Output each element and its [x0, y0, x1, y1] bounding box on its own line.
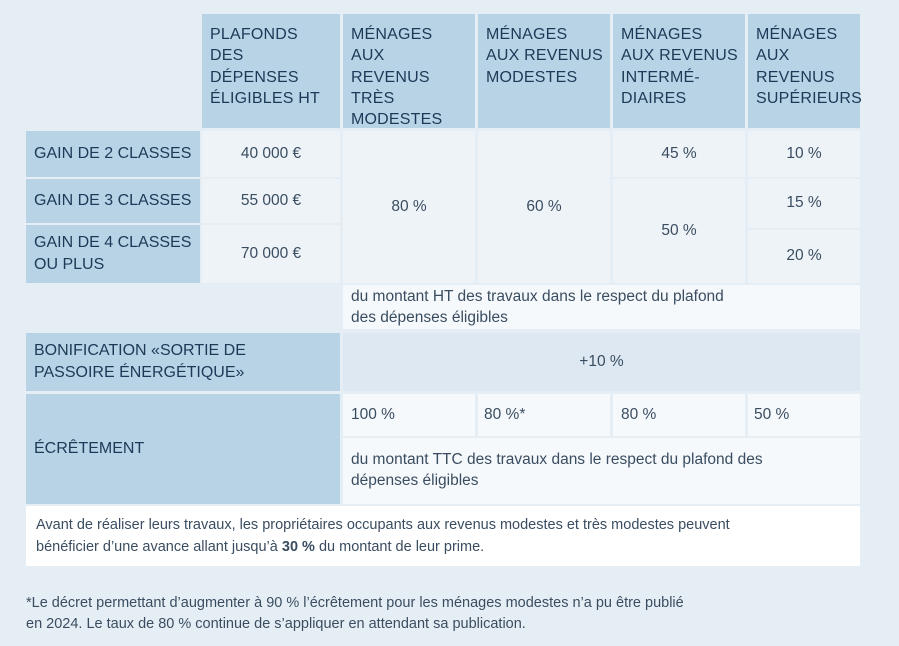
bonification-value: +10 %: [343, 333, 860, 391]
plafond-gain-3: 55 000 €: [202, 179, 340, 223]
ecretement-tres-modestes: 100 %: [343, 394, 475, 436]
row-label-gain-3: GAIN DE 3 CLASSES: [26, 179, 200, 223]
plafond-gain-2: 40 000 €: [202, 131, 340, 177]
header-modestes: MÉNAGES AUX REVENUS MODESTES: [478, 14, 610, 128]
header-intermediaires: MÉNAGES AUX REVENUS INTERMÉ- DIAIRES: [613, 14, 745, 128]
plafond-gain-4: 70 000 €: [202, 225, 340, 283]
rate-superieurs-gain-3: 15 %: [748, 179, 860, 228]
footnote: *Le décret permettant d’augmenter à 90 % l’écrêtement pour les ménages modestes n’a pu être publié en 2024. Le taux de 80 % continue de s’appliquer en attendant sa publication.: [26, 595, 684, 633]
ecretement-superieurs: 50 %: [748, 394, 860, 436]
rate-superieurs-gain-4: 20 %: [748, 230, 860, 283]
header-superieurs: MÉNAGES AUX REVENUS SUPÉRIEURS: [748, 14, 860, 128]
row-label-gain-2: GAIN DE 2 CLASSES: [26, 131, 200, 177]
row-label-gain-4: GAIN DE 4 CLASSES OU PLUS: [26, 225, 200, 283]
rate-superieurs-gain-2: 10 %: [748, 131, 860, 177]
avance-note: Avant de réaliser leurs travaux, les propriétaires occupants aux revenus modestes et très modestes peuvent bénéficier d’une avance allant jusqu’à 30 % du montant de leur prime.: [26, 506, 860, 566]
ttc-note: du montant TTC des travaux dans le respect du plafond des dépenses éligibles: [343, 438, 860, 504]
rate-tres-modestes: 80 %: [343, 131, 475, 283]
rate-intermediaires-gain-3-4: 50 %: [613, 179, 745, 283]
avance-rate: 30 %: [281, 539, 315, 556]
rate-intermediaires-gain-2: 45 %: [613, 131, 745, 177]
header-plafonds: PLAFONDS DES DÉPENSES ÉLIGIBLES HT: [202, 14, 340, 128]
header-tres-modestes: MÉNAGES AUX REVENUS TRÈS MODESTES: [343, 14, 475, 128]
rate-modestes: 60 %: [478, 131, 610, 283]
ecretement-label: ÉCRÊTEMENT: [26, 394, 340, 504]
ecretement-modestes: 80 %*: [478, 394, 610, 436]
bonification-label: BONIFICATION «SORTIE DE PASSOIRE ÉNERGÉTIQUE»: [26, 333, 340, 391]
ht-note: du montant HT des travaux dans le respect du plafond des dépenses éligibles: [343, 285, 860, 329]
ecretement-intermediaires: 80 %: [613, 394, 745, 436]
